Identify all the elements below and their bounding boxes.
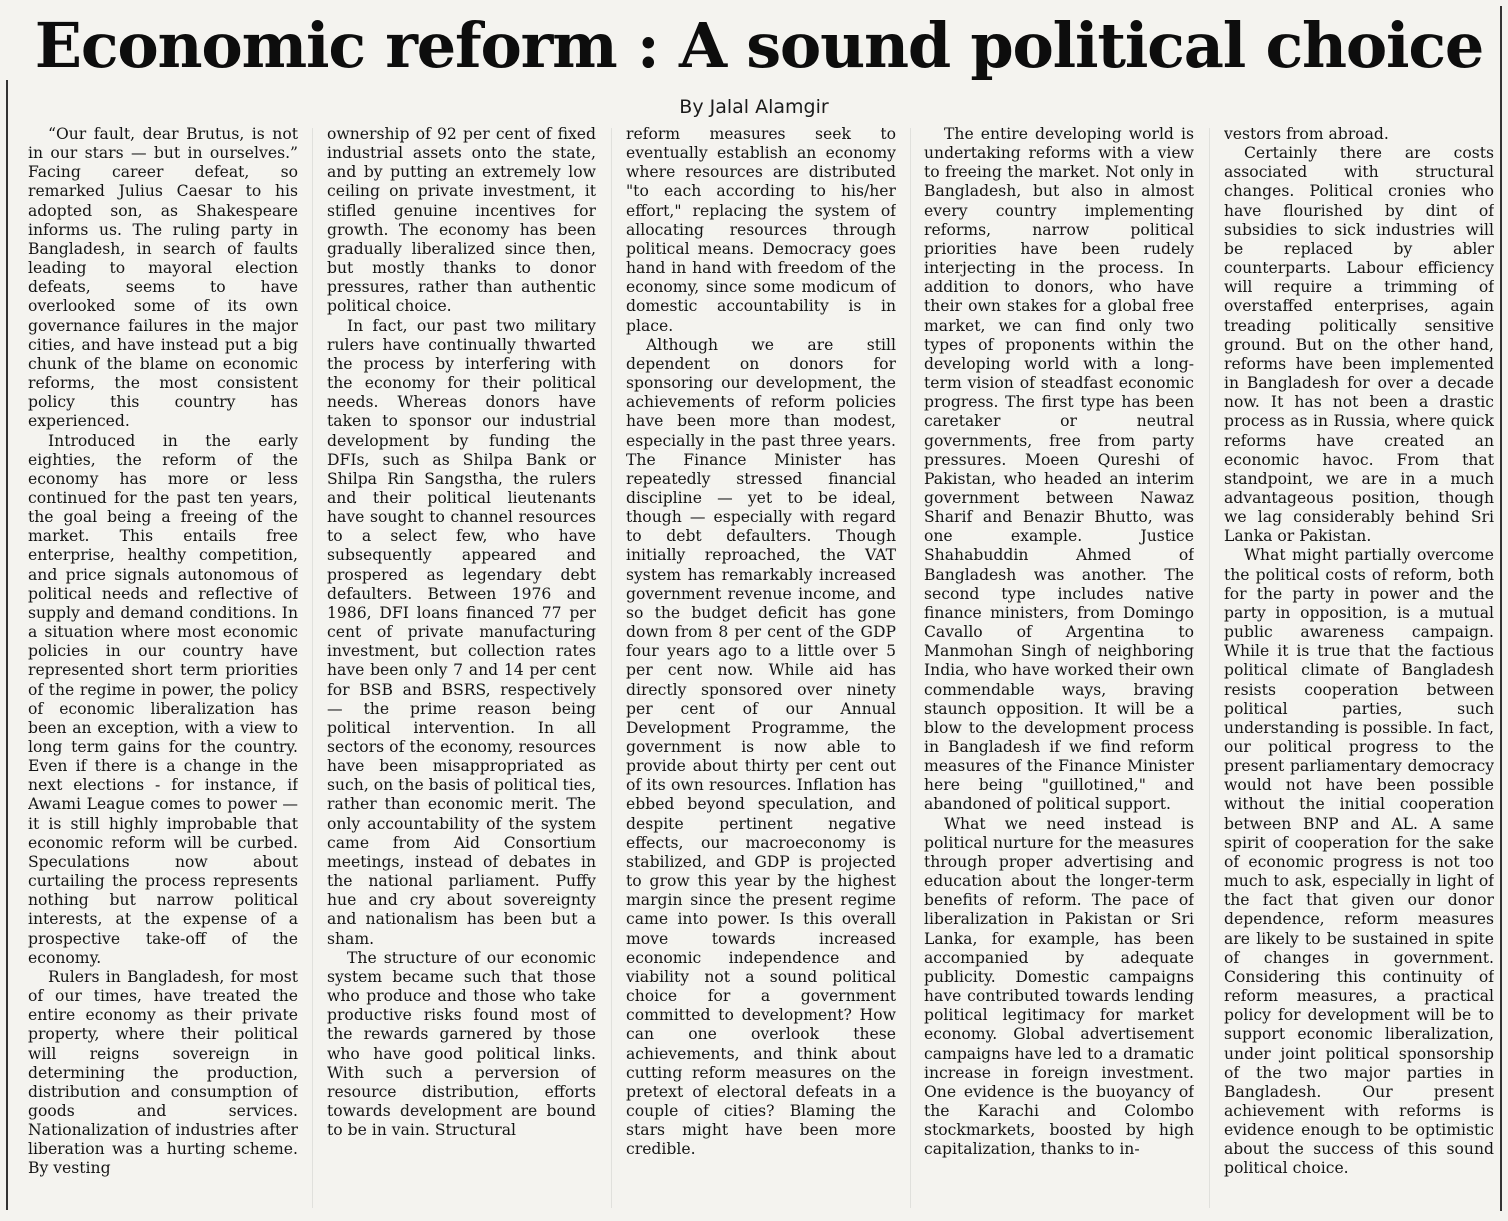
- paragraph: ownership of 92 per cent of fixed industrial assets onto the state, and by putting an extremely low ceiling on private investment, it stifled genuine incentives for growth. The economy has been gradually liberalized since then, but mostly thanks to donor pressures, rather than authentic political choice.: [327, 125, 596, 316]
- column-gutter: [910, 128, 911, 1208]
- article-column-5: [1224, 125, 1494, 1215]
- column-gutter: [312, 128, 313, 1208]
- column-gutter: [611, 128, 612, 1208]
- paragraph: What might partially overcome the political costs of reform, both for the party in power and the party in opposition, is a mutual public awareness campaign. While it is true that the factious political climate of Bangladesh resists cooperation between political parties, such understanding is possible. In fact, our political progress to the present parliamentary democracy would not have been possible without the initial cooperation between BNP and AL. A same spirit of cooperation for the sake of economic progress is not too much to ask, especially in light of the fact that given our donor dependence, reform measures are likely to be sustained in spite of changes in government. Considering this continuity of reform measures, a practical policy for development will be to support economic liberalization, under joint political sponsorship of the two major parties in Bangladesh. Our present achievement with reforms is evidence enough to be optimistic about the success of this sound political choice.: [1224, 546, 1494, 1178]
- byline: By Jalal Alamgir: [679, 96, 829, 118]
- left-border-rule: [6, 80, 8, 1210]
- paragraph: The entire developing world is undertaking reforms with a view to freeing the market. Not only in Bangladesh, but also in almost every country implementing reforms, narrow political priorities have been rudely interjecting in the process. In addition to donors, who have their own stakes for a global free market, we can find only two types of proponents within the developing world with a long-term vision of steadfast economic progress. The first type has been caretaker or neutral governments, free from party pressures. Moeen Qureshi of Pakistan, who headed an interim government between Nawaz Sharif and Benazir Bhutto, was one example. Justice Shahabuddin Ahmed of Bangladesh was another. The second type includes native finance ministers, from Domingo Cavallo of Argentina to Manmohan Singh of neighboring India, who have worked their own commendable ways, braving staunch opposition. It will be a blow to the development process in Bangladesh if we find reform measures of the Finance Minister here being "guillotined," and abandoned of political support.: [924, 125, 1194, 814]
- column-gutter: [1209, 128, 1210, 1208]
- paragraph: “Our fault, dear Brutus, is not in our stars — but in ourselves.” Facing career defeat, so remarked Julius Caesar to his adopted son, as Shakespeare informs us. The ruling party in Bangladesh, in search of faults leading to mayoral election defeats, seems to have overlooked some of its own governance failures in the major cities, and have instead put a big chunk of the blame on economic reforms, the most consistent policy this country has experienced.: [28, 125, 298, 431]
- paragraph: The structure of our economic system became such that those who produce and those who take productive risks found most of the rewards garnered by those who have good political links. With such a perversion of resource distribution, efforts towards development are bound to be in vain. Structural: [327, 948, 596, 1140]
- article-column-1: [28, 125, 298, 1215]
- article-column-2: [327, 125, 596, 1215]
- paragraph: reform measures seek to eventually establish an economy where resources are distributed "to each according to his/her effort," replacing the system of allocating resources through political means. Democracy goes hand in hand with freedom of the economy, since some modicum of domestic accountability is in place.: [626, 125, 896, 335]
- paragraph: In fact, our past two military rulers have continually thwarted the process by interfering with the economy for their political needs. Whereas donors have taken to sponsor our industrial development by funding the DFIs, such as Shilpa Bank or Shilpa Rin Sangstha, the rulers and their political lieutenants have sought to channel resources to a select few, who have subsequently appeared and prospered as legendary debt defaulters. Between 1976 and 1986, DFI loans financed 77 per cent of private manufacturing investment, but collection rates have been only 7 and 14 per cent for BSB and BSRS, respectively — the prime reason being political intervention. In all sectors of the economy, resources have been misappropriated as such, on the basis of political ties, rather than economic merit. The only accountability of the system came from Aid Consortium meetings, instead of debates in the national parliament. Puffy hue and cry about sovereignty and nationalism has been but a sham.: [327, 316, 596, 948]
- right-border-rule: [1500, 6, 1502, 1211]
- paragraph: vestors from abroad.: [1224, 125, 1389, 143]
- article-column-3: [626, 125, 896, 1215]
- paragraph: What we need instead is political nurture for the measures through proper advertising and education about the longer-term benefits of reform. The pace of liberalization in Pakistan or Sri Lanka, for example, has been accompanied by adequate publicity. Domestic campaigns have contributed towards lending political legitimacy for market economy. Global advertisement campaigns have led to a dramatic increase in foreign investment. One evidence is the buoyancy of the Karachi and Colombo stockmarkets, boosted by high capitalization, thanks to in-: [924, 814, 1194, 1159]
- paragraph: Although we are still dependent on donors for sponsoring our development, the achievements of reform policies have been more than modest, especially in the past three years. The Finance Minister has repeatedly stressed financial discipline — yet to be ideal, though — especially with regard to debt defaulters. Though initially reproached, the VAT system has remarkably increased government revenue income, and so the budget deficit has gone down from 8 per cent of the GDP four years ago to a little over 5 per cent now. While aid has directly sponsored over ninety per cent of our Annual Development Programme, the government is now able to provide about thirty per cent out of its own resources. Inflation has ebbed beyond speculation, and despite pertinent negative effects, our macroeconomy is stabilized, and GDP is projected to grow this year by the highest margin since the present regime came into power. Is this overall move towards increased economic independence and viability not a sound political choice for a government committed to development? How can one overlook these achievements, and think about cutting reform measures on the pretext of electoral defeats in a couple of cities? Blaming the stars might have been more credible.: [626, 335, 896, 1159]
- paragraph: Introduced in the early eighties, the reform of the economy has more or less continued for the past ten years, the goal being a freeing of the market. This entails free enterprise, healthy competition, and price signals autonomous of political needs and reflective of supply and demand conditions. In a situation where most economic policies in our country have represented short term priorities of the regime in power, the policy of economic liberalization has been an exception, with a view to long term gains for the country. Even if there is a change in the next elections - for instance, if Awami League comes to power — it is still highly improbable that economic reform will be curbed. Speculations now about curtailing the process represents nothing but narrow political interests, at the expense of a prospective take-off of the economy.: [28, 431, 298, 967]
- article-column-4: [924, 125, 1194, 1215]
- headline: Economic reform : A sound political choice: [34, 9, 1484, 82]
- paragraph: Certainly there are costs associated with structural changes. Political cronies who have flourished by dint of subsidies to sick industries will be replaced by abler counterparts. Labour efficiency will require a trimming of overstaffed enterprises, again treading politically sensitive ground. But on the other hand, reforms have been implemented in Bangladesh for over a decade now. It has not been a drastic process as in Russia, where quick reforms have created an economic havoc. From that standpoint, we are in a much advantageous position, though we lag considerably behind Sri Lanka or Pakistan.: [1224, 144, 1494, 546]
- paragraph: Rulers in Bangladesh, for most of our times, have treated the entire economy as their private property, where their political will reigns sovereign in determining the production, distribution and consumption of goods and services. Nationalization of industries after liberation was a hurting scheme. By vesting: [28, 967, 298, 1178]
